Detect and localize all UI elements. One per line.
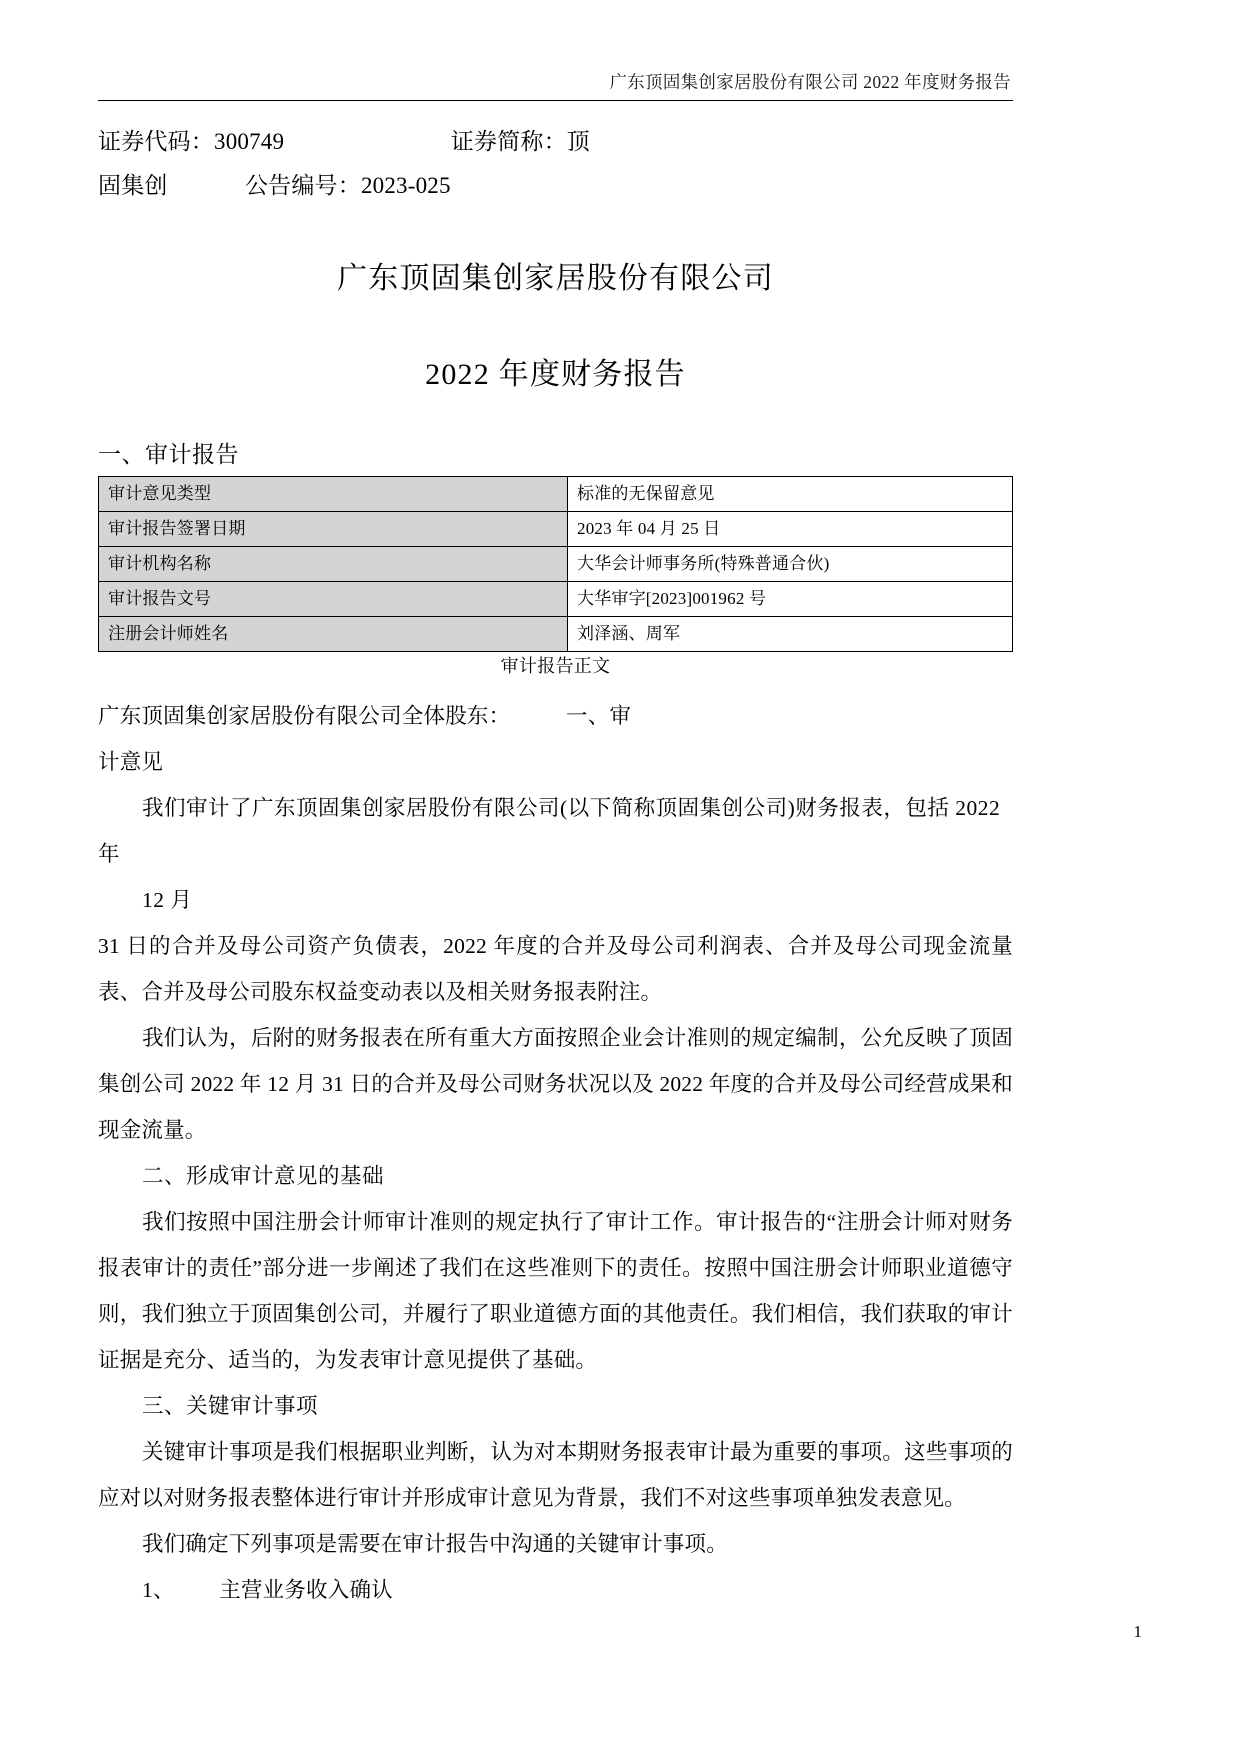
- table-row: [99, 512, 1013, 547]
- opinion-paragraph-rest: 31 日的合并及母公司资产负债表，2022 年度的合并及母公司利润表、合并及母公司现金流量表、合并及母公司股东权益变动表以及相关财务报表附注。: [98, 934, 1013, 1005]
- table-row: [99, 547, 1013, 582]
- opinion-paragraph-line2: 12 月: [142, 888, 193, 913]
- document-content: [98, 120, 1013, 1613]
- table-cell-value: 2023 年 04 月 25 日: [568, 512, 1013, 547]
- table-cell-key: 审计意见类型: [99, 477, 568, 512]
- key-audit-matters-paragraph: 关键审计事项是我们根据职业判断，认为对本期财务报表审计最为重要的事项。这些事项的应对以对财务报表整体进行审计并形成审计意见为背景，我们不对这些事项单独发表意见。: [98, 1440, 1013, 1511]
- audit-report-body-caption: 审计报告正文: [500, 656, 611, 677]
- table-cell-key: 审计报告签署日期: [99, 512, 568, 547]
- security-code-line: 证券代码：300749 证券简称：顶: [98, 129, 590, 154]
- table-cell-key: 审计机构名称: [99, 547, 568, 582]
- table-cell-key: 注册会计师姓名: [99, 617, 568, 652]
- table-cell-value: 大华审字[2023]001962 号: [568, 582, 1013, 617]
- table-row: [99, 617, 1013, 652]
- table-cell-value: 刘泽涵、周军: [568, 617, 1013, 652]
- opinion-paragraph-line1: 我们审计了广东顶固集创家居股份有限公司(以下简称顶固集创公司)财务报表，包括 2022 年: [98, 796, 1001, 867]
- page-title-company: 广东顶固集创家居股份有限公司: [337, 262, 774, 295]
- table-cell-value: 大华会计师事务所(特殊普通合伙): [568, 547, 1013, 582]
- audit-info-table: [98, 476, 1013, 652]
- page-title-report: 2022 年度财务报告: [425, 357, 686, 391]
- key-audit-matters-note: 我们确定下列事项是需要在审计报告中沟通的关键审计事项。: [142, 1532, 728, 1557]
- table-row: [99, 477, 1013, 512]
- basis-for-opinion-paragraph: 我们按照中国注册会计师审计准则的规定执行了审计工作。审计报告的“注册会计师对财务报表审计的责任”部分进一步阐述了我们在这些准则下的责任。按照中国注册会计师职业道德守则，我们独立于顶固集创公司，并履行了职业道德方面的其他责任。我们相信，我们获取的审计证据是充分、适当的，为发表审计意见提供了基础。: [98, 1210, 1013, 1373]
- section-heading-key-audit-matters: 三、关键审计事项: [142, 1394, 319, 1419]
- addressee-line-continued: 计意见: [98, 750, 164, 775]
- addressee-line: 广东顶固集创家居股份有限公司全体股东： 一、审: [98, 704, 632, 729]
- page-number: 1: [1133, 1622, 1142, 1641]
- table-cell-key: 审计报告文号: [99, 582, 568, 617]
- table-row: [99, 582, 1013, 617]
- table-cell-value: 标准的无保留意见: [568, 477, 1013, 512]
- key-audit-matter-item-1: 1、 主营业务收入确认: [142, 1578, 393, 1603]
- opinion-conclusion-paragraph: 我们认为，后附的财务报表在所有重大方面按照企业会计准则的规定编制，公允反映了顶固集创公司 2022 年 12 月 31 日的合并及母公司财务状况以及 2022 年度的合并及母公司经营成果和现金流量。: [98, 1026, 1013, 1143]
- audit-report-body: [98, 693, 1013, 1613]
- section-heading-basis-for-opinion: 二、形成审计意见的基础: [142, 1164, 385, 1189]
- running-header-text: 广东顶固集创家居股份有限公司 2022 年度财务报告: [609, 72, 1011, 92]
- section-heading-audit-report: 一、审计报告: [98, 442, 239, 467]
- header-divider: [98, 100, 1013, 101]
- running-header: [98, 72, 1013, 101]
- announcement-number-line: 固集创 公告编号：2023-025: [98, 173, 451, 198]
